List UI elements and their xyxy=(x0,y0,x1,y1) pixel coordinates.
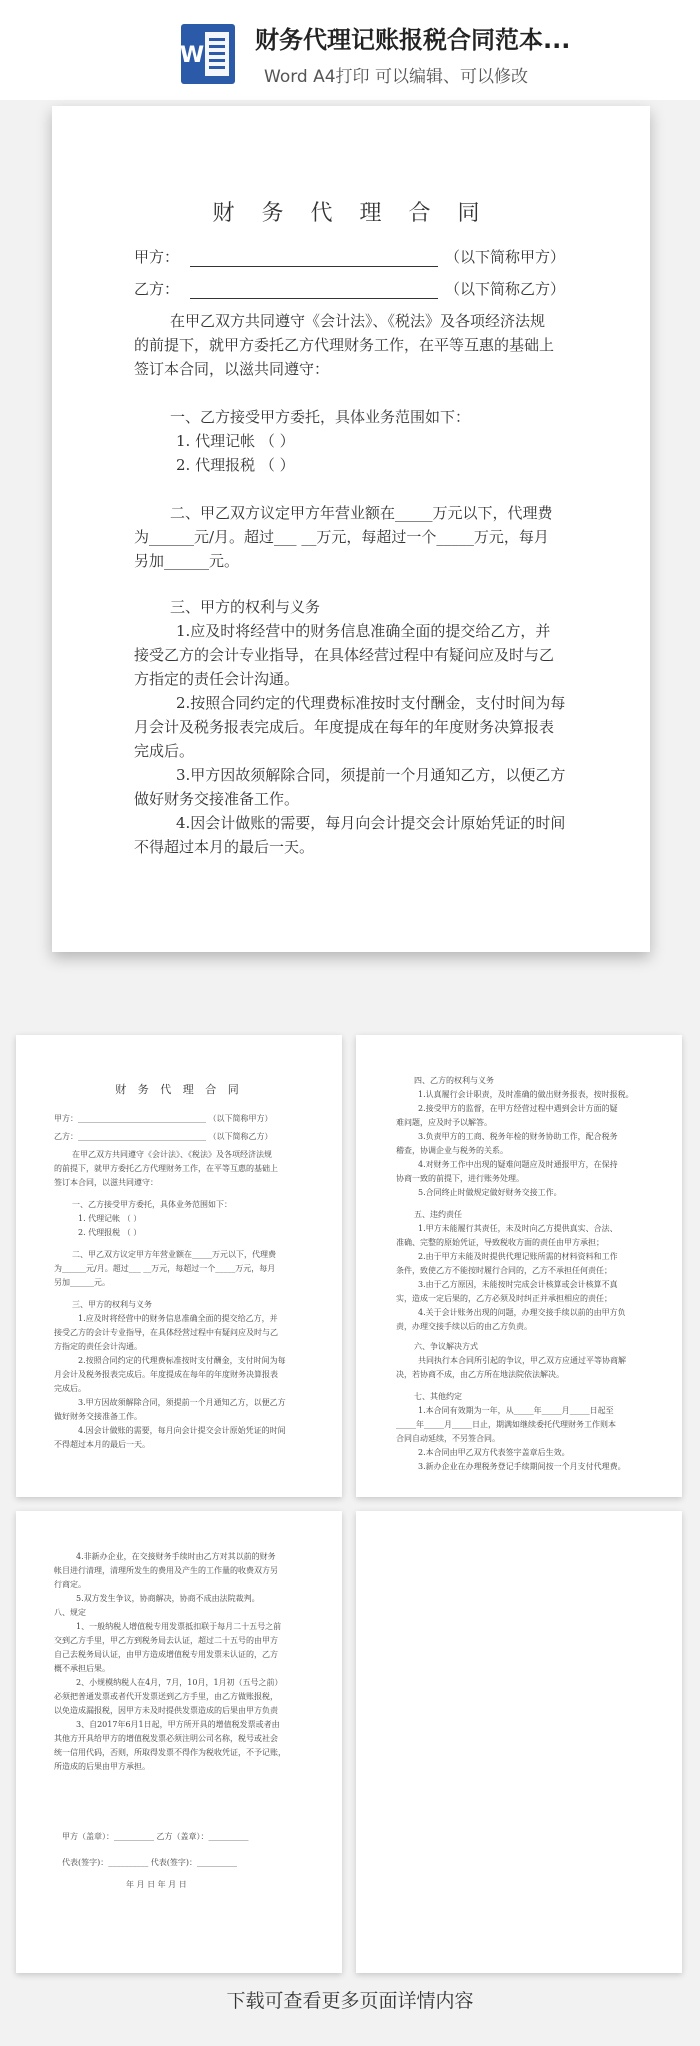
section-3-2-line-2: 月会计及税务报表完成后。年度提成在每年的年度财务决算报表 xyxy=(134,718,555,736)
thumb-2-line: 四、乙方的权利与义务 xyxy=(414,1076,494,1085)
thumb-2-line: 五、违约责任 xyxy=(414,1210,462,1219)
thumb-1-line: 方指定的责任会计沟通。 xyxy=(54,1342,142,1351)
thumb-1-title: 财 务 代 理 合 同 xyxy=(115,1083,243,1096)
thumb-2-line: 4.对财务工作中出现的疑难问题应及时通报甲方，在保持 xyxy=(418,1160,618,1169)
thumb-2-line: 2.接受甲方的监督，在甲方经营过程中遇到会计方面的疑 xyxy=(418,1104,618,1113)
thumb-1-line: 另加______元。 xyxy=(54,1278,110,1287)
thumb-1-line: 签订本合同，以滋共同遵守： xyxy=(54,1178,158,1187)
thumbnail-page-4[interactable] xyxy=(356,1511,682,1973)
contract-title: 财 务 代 理 合 同 xyxy=(212,201,490,226)
intro-line-3: 签订本合同，以滋共同遵守： xyxy=(134,360,330,378)
intro-line-2: 的前提下，就甲方委托乙方代理财务工作，在平等互惠的基础上 xyxy=(134,336,555,354)
section-3-2-line-3: 完成后。 xyxy=(134,742,195,760)
thumb-2-line: 决，若协商不成，由乙方所在地法院依法解决。 xyxy=(396,1370,564,1379)
section-1-heading: 一、乙方接受甲方委托，具体业务范围如下： xyxy=(170,408,471,426)
thumb-1-line: 4.因会计做账的需要，每月向会计提交会计原始凭证的时间 xyxy=(78,1426,286,1435)
thumb-3-line: 4.非新办企业，在交接财务手续时由乙方对其以前的财务 xyxy=(76,1552,276,1561)
thumb-2-line: 2.本合同由甲乙双方代表签字盖章后生效。 xyxy=(418,1448,570,1457)
thumbnail-page-1[interactable] xyxy=(16,1035,342,1497)
section-3-4-line-1: 4.因会计做账的需要，每月向会计提交会计原始凭证的时间 xyxy=(176,814,566,832)
thumb-3-line: 概不承担后果。 xyxy=(54,1664,110,1673)
section-2-line-3: 另加______元。 xyxy=(134,552,240,570)
thumb-3-line: 交到乙方手里，甲乙方到税务局去认证，超过二十五号的由甲方 xyxy=(54,1636,278,1645)
thumb-1-line: 3.甲方因故须解除合同，须提前一个月通知乙方，以便乙方 xyxy=(78,1398,286,1407)
section-3-1-line-3: 方指定的责任会计沟通。 xyxy=(134,670,300,688)
section-3-1-line-1: 1.应及时将经营中的财务信息准确全面的提交给乙方，并 xyxy=(176,622,551,640)
section-2-line-2: 为______元/月。超过___ __万元，每超过一个_____万元，每月 xyxy=(134,528,549,546)
thumb-1-line: 1.应及时将经营中的财务信息准确全面的提交给乙方，并 xyxy=(78,1314,278,1323)
thumb-2-line: 稽查，协调企业与税务的关系。 xyxy=(396,1146,508,1155)
party-a-blank xyxy=(190,250,438,267)
section-1-item-1: 1. 代理记帐 （ ） xyxy=(176,432,295,450)
thumb-1-line: 月会计及税务报表完成后。年度提成在每年的年度财务决算报表 xyxy=(54,1370,278,1379)
thumb-3-line: 八、规定 xyxy=(54,1608,86,1617)
party-a-label: 甲方： xyxy=(134,248,180,266)
document-subtitle: Word A4打印 可以编辑、可以修改 xyxy=(264,67,528,87)
thumb-3-line: 1、一般纳税人增值税专用发票抵扣联于每月二十五号之前 xyxy=(76,1622,282,1631)
section-3-heading: 三、甲方的权利与义务 xyxy=(170,598,321,616)
thumb-1-line: 在甲乙双方共同遵守《会计法》、《税法》及各项经济法规 xyxy=(72,1150,272,1159)
thumb-2-line: 5.合同终止时做规定做好财务交接工作。 xyxy=(418,1188,562,1197)
thumb-2-line: 准确、完整的原始凭证，导致税收方面的责任由甲方承担； xyxy=(396,1238,604,1247)
thumb-3-line: 统一信用代码，否则，所取得发票不得作为税收凭证，不予记账， xyxy=(54,1748,286,1757)
thumb-3-signature-line-2: 代表(签字)：__________ 代表(签字)：__________ xyxy=(62,1858,238,1867)
section-1-item-2: 2. 代理报税 （ ） xyxy=(176,456,295,474)
thumb-2-line: 难问题，应及时予以解答。 xyxy=(396,1118,492,1127)
thumb-3-line: 自己去税务局认证，由甲方造成增值税专用发票未认证的，乙方 xyxy=(54,1650,278,1659)
thumb-2-line: 1.甲方未能履行其责任，未及时向乙方提供真实、合法、 xyxy=(418,1224,618,1233)
thumb-2-line: 共同执行本合同所引起的争议，甲乙双方应通过平等协商解 xyxy=(418,1356,626,1365)
thumb-2-line: 协商一致的前提下，进行账务处理。 xyxy=(396,1174,524,1183)
thumb-1-line: 一、乙方接受甲方委托，具体业务范围如下： xyxy=(72,1200,232,1209)
thumb-3-line: 2、小规模纳税人在4月，7月，10月，1月初（五号之前） xyxy=(76,1678,283,1687)
download-more-pages-link[interactable]: 下载可查看更多页面详情内容 xyxy=(226,1990,474,2012)
thumb-2-line: _____年_____月_____日止，期满如继续委托代理财务工作则本 xyxy=(396,1420,616,1429)
thumb-1-line: 不得超过本月的最后一天。 xyxy=(54,1440,150,1449)
thumb-3-line: 帐目进行清理，清理所发生的费用及产生的工作量的收费双方另 xyxy=(54,1566,278,1575)
thumb-1-line: 完成后。 xyxy=(54,1384,86,1393)
thumb-2-line: 条件，致使乙方不能按时履行合同的，乙方不承担任何责任； xyxy=(396,1266,612,1275)
section-3-4-line-2: 不得超过本月的最后一天。 xyxy=(134,838,315,856)
thumb-1-line: 二、甲乙双方议定甲方年营业额在_____万元以下，代理费 xyxy=(72,1250,276,1259)
header-bar xyxy=(0,0,700,100)
thumb-1-line: 2.按照合同约定的代理费标准按时支付酬金，支付时间为每 xyxy=(78,1356,286,1365)
thumb-3-line: 5.双方发生争议，协商解决，协商不成由法院裁判。 xyxy=(76,1594,260,1603)
party-b-label: 乙方： xyxy=(134,280,180,298)
thumb-1-line: 接受乙方的会计专业指导，在具体经营过程中有疑问应及时与乙 xyxy=(54,1328,278,1337)
thumb-2-line: 2.由于甲方未能及时提供代理记账所需的材料资料和工作 xyxy=(418,1252,618,1261)
thumb-3-line: 3、自2017年6月1日起，甲方所开具的增值税发票或者由 xyxy=(76,1720,280,1729)
thumb-1-line: 为______元/月。超过___ __万元，每超过一个_____万元，每月 xyxy=(54,1264,276,1273)
party-b-suffix: （以下简称乙方） xyxy=(445,280,566,298)
section-3-3-line-2: 做好财务交接准备工作。 xyxy=(134,790,300,808)
section-3-2-line-1: 2.按照合同约定的代理费标准按时支付酬金，支付时间为每 xyxy=(176,694,566,712)
intro-line-1: 在甲乙双方共同遵守《会计法》、《税法》及各项经济法规 xyxy=(170,312,546,330)
party-b-blank xyxy=(190,282,438,299)
thumb-2-line: 3.由于乙方原因，未能按时完成会计核算或会计核算不真 xyxy=(418,1280,618,1289)
party-a-suffix: （以下简称甲方） xyxy=(445,248,566,266)
thumb-1-line: 乙方：________________________________ （以下简称乙方） xyxy=(54,1132,273,1141)
thumb-3-line: 以免造成漏报税，因甲方未及时提供发票造成的后果由甲方负责 xyxy=(54,1706,278,1715)
thumb-2-line: 责，办理交接手续以后的由乙方负责。 xyxy=(396,1322,532,1331)
thumb-2-line: 1.认真履行会计职责，及时准确的做出财务报表，按时报税。 xyxy=(418,1090,634,1099)
thumb-2-line: 1.本合同有效期为一年，从_____年_____月_____日起至 xyxy=(418,1406,614,1415)
word-icon-letter: W xyxy=(179,43,205,68)
thumbnail-page-3[interactable] xyxy=(16,1511,342,1973)
thumb-2-line: 实，造成一定后果的，乙方必须及时纠正并承担相应的责任； xyxy=(396,1294,612,1303)
thumb-1-line: 做好财务交接准备工作。 xyxy=(54,1412,142,1421)
section-3-3-line-1: 3.甲方因故须解除合同，须提前一个月通知乙方，以便乙方 xyxy=(176,766,566,784)
thumb-2-line: 七、其他约定 xyxy=(414,1392,462,1401)
word-doc-icon xyxy=(175,22,239,86)
thumb-1-line: 三、甲方的权利与义务 xyxy=(72,1300,152,1309)
thumb-2-line: 六、争议解决方式 xyxy=(414,1342,478,1351)
thumb-1-line: 2. 代理报税 （ ） xyxy=(78,1228,142,1237)
thumb-3-line: 所造成的后果由甲方承担。 xyxy=(54,1762,150,1771)
thumb-2-line: 合同自动延续，不另签合同。 xyxy=(396,1434,500,1443)
thumb-3-line: 行商定。 xyxy=(54,1580,86,1589)
thumb-3-line: 必须把普通发票或者代开发票送到乙方手里，由乙方做账报税， xyxy=(54,1692,278,1701)
thumb-3-signature-line-1: 甲方（盖章）：__________ 乙方（盖章）：__________ xyxy=(62,1832,249,1841)
document-title: 财务代理记账报税合同范本... xyxy=(255,26,571,54)
thumb-1-line: 甲方：________________________________ （以下简称甲方） xyxy=(54,1114,273,1123)
main-document-page xyxy=(52,106,650,952)
thumbnail-page-2[interactable] xyxy=(356,1035,682,1497)
thumb-1-line: 1. 代理记帐 （ ） xyxy=(78,1214,142,1223)
thumb-3-line: 其他方开具给甲方的增值税发票必须注明公司名称，税号或社会 xyxy=(54,1734,278,1743)
section-2-line-1: 二、甲乙双方议定甲方年营业额在_____万元以下，代理费 xyxy=(170,504,553,522)
thumb-2-line: 4.关于会计账务出现的问题，办理交接手续以前的由甲方负 xyxy=(418,1308,626,1317)
thumb-2-line: 3.负责甲方的工商、税务年检的财务协助工作，配合税务 xyxy=(418,1132,618,1141)
thumb-2-line: 3.新办企业在办理税务登记手续期间按一个月支付代理费。 xyxy=(418,1462,626,1471)
thumb-3-date-line: 年 月 日 年 月 日 xyxy=(126,1880,187,1889)
section-3-1-line-2: 接受乙方的会计专业指导，在具体经营过程中有疑问应及时与乙 xyxy=(134,646,555,664)
thumb-1-line: 的前提下，就甲方委托乙方代理财务工作，在平等互惠的基础上 xyxy=(54,1164,278,1173)
